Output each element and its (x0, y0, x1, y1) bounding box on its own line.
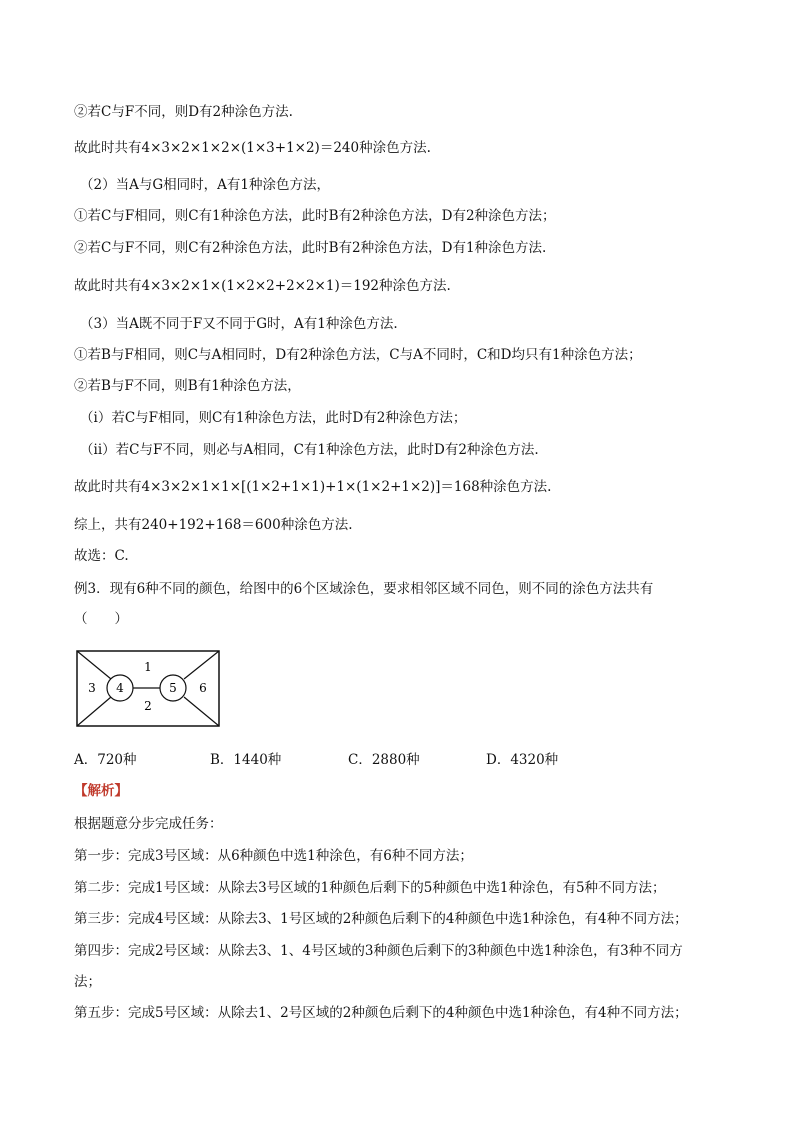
text-line: （2）当A与G相同时，A有1种涂色方法， (80, 177, 330, 193)
text-line: ①若B与F相同，则C与A相同时，D有2种涂色方法，C与A不同时，C和D均只有1种涂色方法； (74, 347, 642, 363)
text-line: 故选：C. (74, 548, 129, 564)
diagonal-bottom-left (77, 697, 111, 726)
text-line: ②若C与F不同，则C有2种涂色方法，此时B有2种涂色方法，D有1种涂色方法. (74, 240, 547, 256)
text-line: 综上，共有240+192+168＝600种涂色方法. (74, 517, 353, 533)
diagonal-bottom-right (184, 697, 219, 726)
diagonal-top-left (77, 651, 111, 679)
region-diagram (76, 650, 220, 728)
question-text: 例3．现有6种不同的颜色，给图中的6个区域涂色，要求相邻区域不同色，则不同的涂色方法共有 (74, 581, 654, 597)
option-d: D．4320种 (486, 752, 559, 768)
text-line: 故此时共有4×3×2×1×2×(1×3+1×2)＝240种涂色方法. (74, 140, 431, 156)
option-b: B．1440种 (210, 752, 282, 768)
step-line: 第三步：完成4号区域：从除去3、1号区域的2种颜色后剩下的4种颜色中选1种涂色，有4种不同方法； (74, 911, 688, 927)
step-line: 根据题意分步完成任务： (74, 816, 223, 832)
text-line: ①若C与F相同，则C有1种涂色方法，此时B有2种涂色方法，D有2种涂色方法； (74, 208, 556, 224)
diagonal-top-right (184, 651, 219, 679)
region-label-1: 1 (144, 660, 152, 674)
text-line: ②若C与F不同，则D有2种涂色方法. (74, 104, 293, 120)
text-line: ②若B与F不同，则B有1种涂色方法， (74, 378, 301, 394)
option-c: C．2880种 (348, 752, 420, 768)
step-line: 第二步：完成1号区域：从除去3号区域的1种颜色后剩下的5种颜色中选1种涂色，有5种不同方法； (74, 880, 666, 896)
step-line: 第一步：完成3号区域：从6种颜色中选1种涂色，有6种不同方法； (74, 848, 473, 864)
text-line: 故此时共有4×3×2×1×1×[(1×2+1×1)+1×(1×2+1×2)]＝168种涂色方法. (74, 479, 552, 495)
region-label-3: 3 (88, 681, 96, 695)
region-label-5: 5 (169, 681, 177, 695)
region-label-6: 6 (199, 681, 207, 695)
text-line: （ii）若C与F不同，则必与A相同，C有1种涂色方法，此时D有2种涂色方法. (80, 442, 539, 458)
text-line: （i）若C与F相同，则C有1种涂色方法，此时D有2种涂色方法； (80, 410, 467, 426)
step-line: 第五步：完成5号区域：从除去1、2号区域的2种颜色后剩下的4种颜色中选1种涂色，有4种不同方法； (74, 1005, 688, 1021)
region-label-4: 4 (116, 681, 124, 695)
region-label-2: 2 (144, 699, 152, 713)
text-line: （3）当A既不同于F又不同于G时，A有1种涂色方法. (80, 316, 398, 332)
text-line: 故此时共有4×3×2×1×(1×2×2+2×2×1)＝192种涂色方法. (74, 278, 451, 294)
step-line: 第四步：完成2号区域：从除去3、1、4号区域的3种颜色后剩下的3种颜色中选1种涂色，有3种不同方 (74, 943, 683, 959)
answer-blank: （ ） (74, 611, 128, 627)
solution-heading: 【解析】 (74, 783, 128, 799)
option-a: A．720种 (74, 752, 137, 768)
step-line: 法； (74, 974, 101, 990)
